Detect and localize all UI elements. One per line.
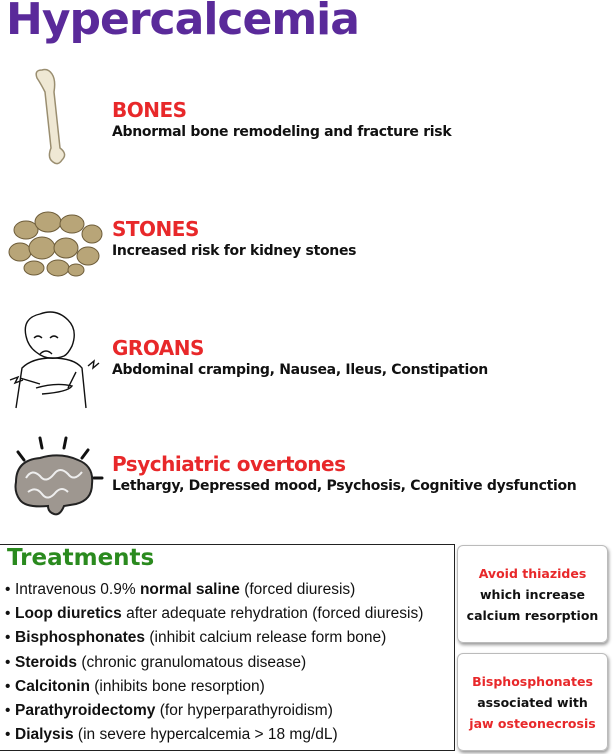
bullet: • xyxy=(5,653,11,671)
treatment-detail: (inhibits bone resorption) xyxy=(89,677,265,695)
note-line: jaw osteonecrosis xyxy=(469,715,596,731)
treatment-name: Loop diuretics xyxy=(15,605,122,623)
brain-icon xyxy=(6,430,106,520)
treatment-item xyxy=(5,651,423,675)
treatment-name: normal saline xyxy=(139,581,240,598)
treatment-item xyxy=(5,578,423,602)
note-line: associated with xyxy=(477,694,588,710)
treatment-item xyxy=(5,723,423,747)
treatment-detail: (in severe hypercalcemia > 18 mg/dL) xyxy=(73,726,338,744)
item-heading: BONES xyxy=(112,98,187,122)
treatment-name: Calcitonin xyxy=(15,677,90,695)
treatment-detail: after adequate rehydration (forced diuresis) xyxy=(121,605,424,623)
note-line: calcium resorption xyxy=(466,607,599,623)
treatments-panel xyxy=(0,544,455,751)
item-heading: Psychiatric overtones xyxy=(112,452,346,476)
page-title: Hypercalcemia xyxy=(6,0,359,45)
note-line: which increase xyxy=(480,586,585,602)
note-thiazides xyxy=(457,545,608,643)
treatment-detail: (for hyperparathyroidism) xyxy=(155,702,333,720)
treatment-item xyxy=(5,675,423,699)
treatment-name: Bisphosphonates xyxy=(15,629,146,647)
treatment-name: Parathyroidectomy xyxy=(15,702,156,720)
bullet: • xyxy=(5,605,11,623)
note-bisphosphonates xyxy=(457,653,608,751)
treatment-item xyxy=(5,699,423,723)
item-description: Lethargy, Depressed mood, Psychosis, Cognitive dysfunction xyxy=(112,478,577,494)
groaning-person-icon xyxy=(6,308,102,418)
treatment-name: Dialysis xyxy=(15,726,74,744)
treatment-detail: (chronic granulomatous disease) xyxy=(77,653,307,671)
kidney-stones-icon xyxy=(6,200,106,280)
treatments-list xyxy=(5,578,423,747)
treatment-detail: (forced diuresis) xyxy=(239,581,356,598)
bullet: • xyxy=(5,702,11,720)
bullet: • xyxy=(5,629,11,647)
treatments-heading: Treatments xyxy=(7,545,155,571)
treatment-item xyxy=(5,626,423,650)
bullet: • xyxy=(5,581,11,598)
item-heading: GROANS xyxy=(112,336,204,360)
treatment-detail: (inhibit calcium release form bone) xyxy=(145,629,387,647)
treatment-text: Intravenous 0.9% xyxy=(15,581,140,598)
bone-icon xyxy=(28,66,68,170)
item-description: Abdominal cramping, Nausea, Ileus, Constipation xyxy=(112,362,488,378)
item-description: Increased risk for kidney stones xyxy=(112,243,357,259)
treatment-item xyxy=(5,602,423,626)
note-line: Avoid thiazides xyxy=(478,565,587,581)
note-line: Bisphosphonates xyxy=(472,673,593,689)
bullet: • xyxy=(5,726,11,744)
item-description: Abnormal bone remodeling and fracture risk xyxy=(112,124,452,140)
item-heading: STONES xyxy=(112,217,199,241)
bullet: • xyxy=(5,677,11,695)
treatment-name: Steroids xyxy=(15,653,78,671)
